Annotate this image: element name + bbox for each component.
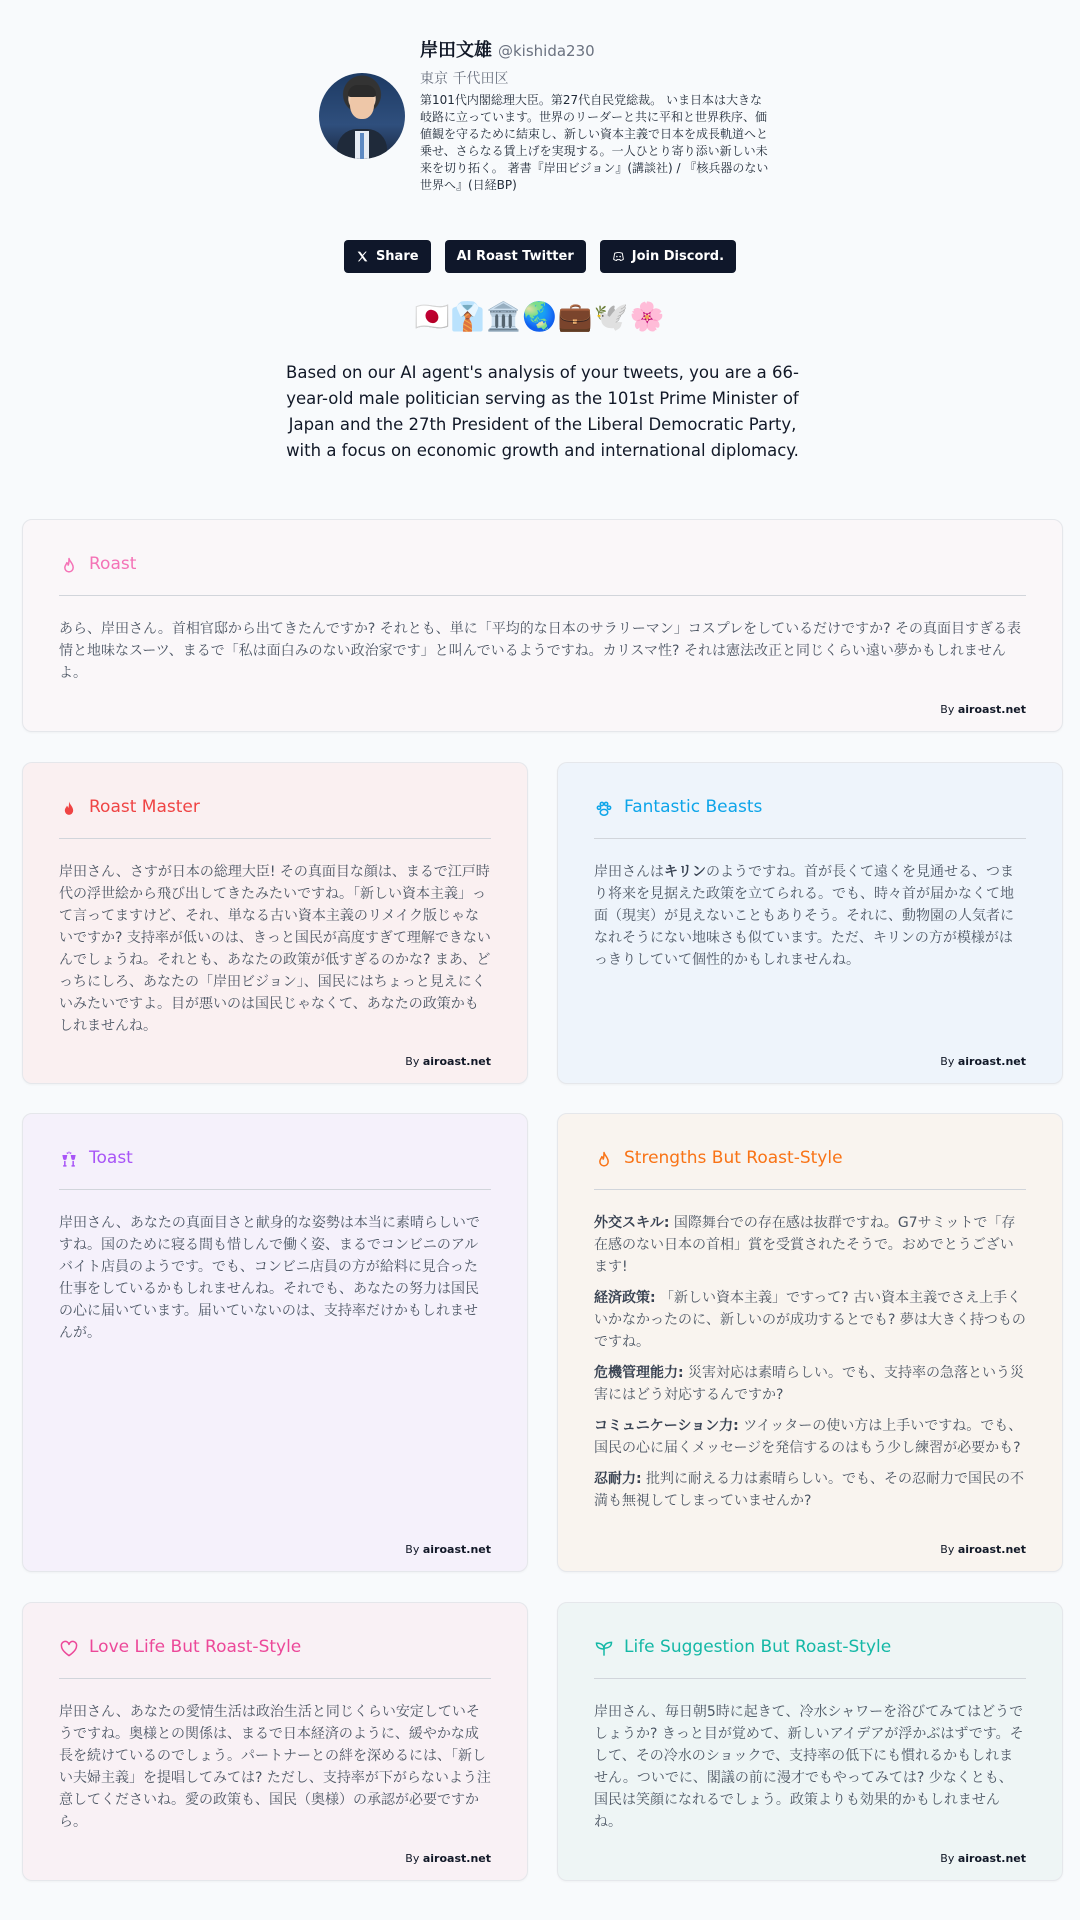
flame-outline-icon (594, 1150, 614, 1170)
flame-solid-icon (59, 799, 79, 819)
profile-bio: 第101代内閣総理大臣。第27代自民党総裁。 いま日本は大きな岐路に立っています。世界のリーダーと共に平和と世界秩序、価値観を守るために結束し、新しい資本主義で日本を成長軌道へと乗せ、さらなる賃上げを実現する。一人ひとり寄り添い新しい未来を切り拓く。 著書『岸田ビジョン』(講談社) / 『核兵器のない世界へ』(日経BP) (420, 93, 769, 192)
byline (405, 1543, 491, 1556)
card-title: Life Suggestion But Roast-Style (624, 1637, 892, 1657)
flame-outline-icon (59, 556, 79, 576)
byline-prefix: By (940, 1055, 958, 1068)
byline-site: airoast.net (422, 1852, 491, 1865)
share-button-label: Share (375, 249, 419, 264)
card-roast (22, 519, 1063, 732)
analysis-summary: Based on our AI agent's analysis of your tweets, you are a 66-year-old male politician serving as the 101st Prime Minister of Japan and the 27th President of the Liberal Democratic Party, with a focus on economic growth and international diplomacy. (286, 363, 799, 460)
card-toast (22, 1113, 528, 1572)
byline (940, 703, 1026, 716)
profile-header (319, 30, 769, 200)
strength-text: 批判に耐える力は素晴らしい。でも、その忍耐力で国民の不満も無視してしまっていませんか? (594, 1471, 1025, 1509)
card-title: Roast Master (89, 797, 200, 817)
strength-text: 災害対応は素晴らしい。でも、支持率の急落という災害にはどう対応するんですか? (594, 1365, 1025, 1403)
strength-label: 忍耐力: (594, 1471, 642, 1487)
profile-info (420, 36, 770, 194)
card-body: 岸田さん、あなたの愛情生活は政治生活と同じくらい安定していそうですね。奥様との関係は、まるで日本経済のように、緩やかな成長を続けているのでしょう。パートナーとの絆を深めるには、「新しい夫婦主義」を提唱してみては? ただし、支持率が下がらないよう注意してくださいね。愛の政策も、国民（奥様）の承認が必要ですから。 (59, 1704, 491, 1830)
card-strengths (557, 1113, 1063, 1572)
paw-icon (594, 799, 614, 819)
card-body: 岸田さん、毎日朝5時に起きて、冷水シャワーを浴びてみてはどうでしょうか? きっと目が覚めて、新しいアイデアが浮かぶはずです。そして、その冷水のショックで、支持率の低下にも慣れるかもしれません。ついでに、閣議の前に漫才でもやってみては? 少なくとも、国民は笑顔になれるでしょう。政策よりも効果的かもしれませんね。 (594, 1704, 1024, 1830)
byline-site: airoast.net (957, 1852, 1026, 1865)
strength-label: 危機管理能力: (594, 1365, 684, 1381)
byline-prefix: By (940, 1543, 958, 1556)
byline (405, 1852, 491, 1865)
profile-handle: @kishida230 (498, 42, 595, 60)
strength-text: ツイッターの使い方は上手いですね。でも、国民の心に届くメッセージを発信するのはもう少し練習が必要かも? (594, 1418, 1023, 1456)
byline-prefix: By (405, 1543, 423, 1556)
byline (940, 1543, 1026, 1556)
strength-label: 外交スキル: (594, 1215, 670, 1231)
action-buttons (0, 240, 1080, 273)
ai-roast-twitter-button[interactable] (445, 240, 586, 273)
body-rest: のようですね。首が長くて遠くを見通せる、つまり将来を見据えた政策を立てられる。でも、時々首が届かなくて地面（現実）が見えないこともありそう。それに、動物園の人気者になれそうにない地味さも似ています。ただ、キリンの方が模様がはっきりしていて個性的かもしれませんね。 (594, 864, 1014, 968)
strength-text: 「新しい資本主義」ですって? 古い資本主義でさえ上手くいかなかったのに、新しいのが成功するとでも? 夢は大きく持つものですね。 (594, 1290, 1026, 1350)
byline-site: airoast.net (422, 1055, 491, 1068)
strength-item (594, 1212, 1026, 1278)
byline-prefix: By (405, 1055, 423, 1068)
byline-site: airoast.net (422, 1543, 491, 1556)
card-title: Strengths But Roast-Style (624, 1148, 843, 1168)
share-button[interactable] (344, 240, 431, 273)
byline (940, 1055, 1026, 1068)
toast-glasses-icon (59, 1150, 79, 1170)
body-bold: キリン (664, 864, 706, 880)
byline-prefix: By (405, 1852, 423, 1865)
emoji-row: 🇯🇵👔🏛️🌏💼🕊️🌸 (414, 300, 666, 333)
byline (940, 1852, 1026, 1865)
card-body (594, 861, 1026, 971)
sprout-icon (594, 1639, 614, 1659)
card-title: Fantastic Beasts (624, 797, 763, 817)
strength-item (594, 1415, 1026, 1459)
byline-site: airoast.net (957, 1543, 1026, 1556)
x-logo-icon (356, 250, 369, 263)
byline-prefix: By (940, 703, 958, 716)
card-roast-master (22, 762, 528, 1084)
join-discord-label: Join Discord. (631, 249, 725, 264)
strength-item (594, 1287, 1026, 1353)
byline-site: airoast.net (957, 703, 1026, 716)
card-body: 岸田さん、さすが日本の総理大臣! その真面目な顔は、まるで江戸時代の浮世絵から飛び出してきたみたいですね。「新しい資本主義」って言ってますけど、それ、単なる古い資本主義のリメイク版じゃないですか? 支持率が低いのは、きっと国民が高度すぎて理解できないんでしょうね。それとも、あなたの政策が低すぎるのかな? まあ、どっちにしろ、あなたの「岸田ビジョン」、国民にはちょっと見えにくいみたいですよ。目が悪いのは国民じゃなくて、あなたの政策かもしれませんね。 (59, 864, 491, 1034)
card-body: あら、岸田さん。首相官邸から出てきたんですか? それとも、単に「平均的な日本のサラリーマン」コスプレをしているだけですか? その真面目すぎる表情と地味なスーツ、まるで「私は面白みのない政治家です」と叫んでいるようですね。カリスマ性? それは憲法改正と同じくらい遠い夢かもしれませんよ。 (59, 621, 1022, 681)
byline-prefix: By (940, 1852, 958, 1865)
ai-roast-twitter-label: AI Roast Twitter (456, 249, 574, 264)
card-title: Toast (89, 1148, 133, 1168)
card-title: Love Life But Roast-Style (89, 1637, 302, 1657)
discord-icon (612, 250, 625, 263)
join-discord-button[interactable] (600, 240, 736, 273)
card-body (594, 1212, 1026, 1521)
card-body: 岸田さん、あなたの真面目さと献身的な姿勢は本当に素晴らしいですね。国のために寝る間も惜しんで働く姿、まるでコンビニのアルバイト店員のようです。でも、コンビニ店員の方が給料に見合った仕事をしているかもしれませんね。それでも、あなたの努力は国民の心に届いています。届いていないのは、支持率だけかもしれませんが。 (59, 1215, 480, 1341)
byline (405, 1055, 491, 1068)
strength-label: 経済政策: (594, 1290, 656, 1306)
avatar (319, 73, 405, 159)
card-title: Roast (89, 554, 137, 574)
card-love-life (22, 1602, 528, 1881)
heart-icon (59, 1639, 79, 1659)
card-fantastic-beasts (557, 762, 1063, 1084)
body-prefix: 岸田さんは (594, 864, 664, 880)
strength-text: 国際舞台での存在感は抜群ですね。G7サミットで「存在感のない日本の首相」賞を受賞されたそうで。おめでとうございます! (594, 1215, 1016, 1275)
card-life-suggestion (557, 1602, 1063, 1881)
profile-name: 岸田文雄 (420, 40, 492, 61)
strength-item (594, 1362, 1026, 1406)
strength-item (594, 1468, 1026, 1512)
byline-site: airoast.net (957, 1055, 1026, 1068)
profile-location: 東京 千代田区 (420, 71, 509, 87)
strength-label: コミュニケーション力: (594, 1418, 739, 1434)
